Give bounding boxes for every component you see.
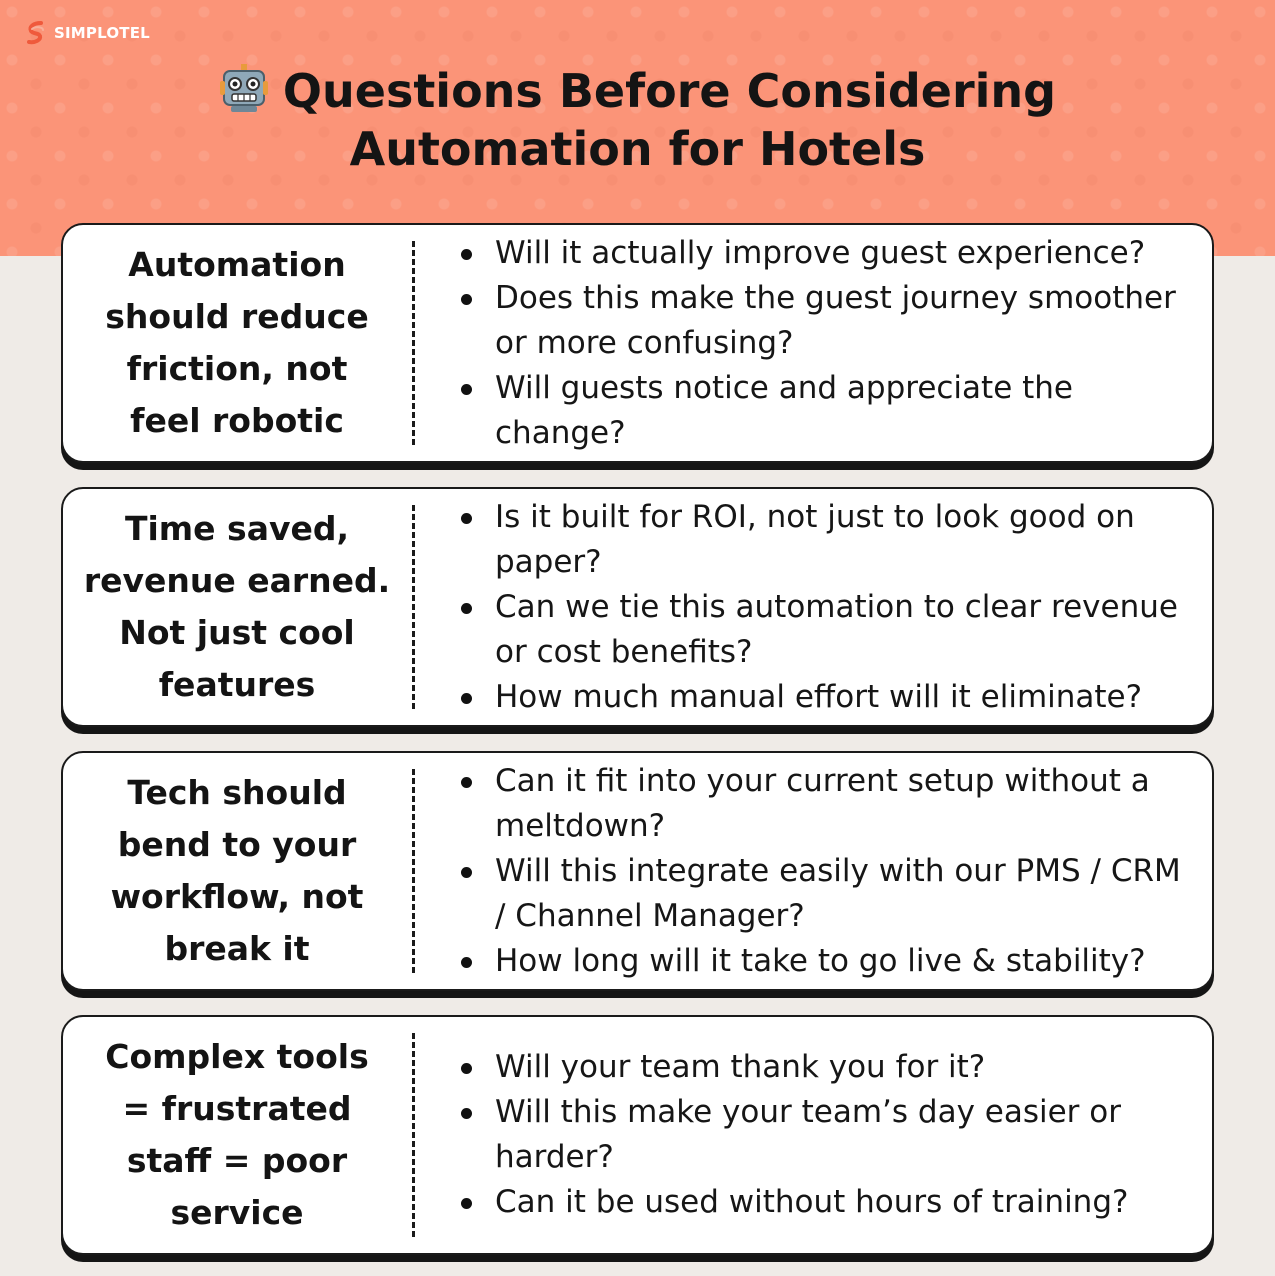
principle-line: Complex tools bbox=[105, 1037, 369, 1076]
principle-line: friction, not bbox=[126, 349, 348, 388]
card-principle bbox=[77, 225, 397, 461]
principle-line: workflow, not bbox=[110, 877, 364, 916]
principle-line: Time saved, bbox=[124, 509, 350, 548]
header-banner bbox=[0, 0, 1275, 256]
question-item: Does this make the guest journey smoother or more confusing? bbox=[453, 276, 1192, 366]
principle-line: should reduce bbox=[105, 297, 369, 336]
card-questions bbox=[453, 753, 1192, 989]
question-item: Is it built for ROI, not just to look good on paper? bbox=[453, 495, 1192, 585]
question-item: Will your team thank you for it? bbox=[453, 1045, 1192, 1090]
question-item: Can we tie this automation to clear revenue or cost benefits? bbox=[453, 585, 1192, 675]
card-principle bbox=[77, 753, 397, 989]
question-card-guest-experience bbox=[61, 223, 1214, 463]
question-item: How long will it take to go live & stability? bbox=[453, 939, 1192, 984]
question-card-team bbox=[61, 1015, 1214, 1255]
principle-line: break it bbox=[164, 929, 310, 968]
simplotel-logo-icon bbox=[24, 20, 48, 46]
card-questions bbox=[453, 225, 1192, 461]
principle-line: service bbox=[170, 1193, 304, 1232]
principle-line: revenue earned. bbox=[83, 561, 391, 600]
principle-line: feel robotic bbox=[130, 401, 344, 440]
question-item: Will this integrate easily with our PMS / CRM / Channel Manager? bbox=[453, 849, 1192, 939]
question-item: Will it actually improve guest experience? bbox=[453, 231, 1192, 276]
dashed-divider bbox=[412, 241, 415, 445]
principle-line: Automation bbox=[128, 245, 346, 284]
question-item: Will this make your team’s day easier or harder? bbox=[453, 1090, 1192, 1180]
principle-line: = frustrated bbox=[122, 1089, 352, 1128]
card-questions bbox=[453, 489, 1192, 725]
principle-line: Tech should bbox=[127, 773, 347, 812]
title-text-line-1: Questions Before Considering bbox=[282, 64, 1057, 118]
principle-line: features bbox=[158, 665, 316, 704]
question-item: Can it be used without hours of training? bbox=[453, 1180, 1192, 1225]
question-item: How much manual effort will it eliminate? bbox=[453, 675, 1192, 720]
brand-logo bbox=[24, 20, 150, 46]
card-principle bbox=[77, 1017, 397, 1253]
page-title bbox=[0, 62, 1275, 178]
title-line-2: Automation for Hotels bbox=[349, 122, 926, 176]
robot-icon bbox=[219, 63, 269, 113]
card-principle bbox=[77, 489, 397, 725]
principle-line: bend to your bbox=[117, 825, 357, 864]
question-card-workflow bbox=[61, 751, 1214, 991]
brand-name: SIMPLOTEL bbox=[54, 24, 150, 42]
card-questions bbox=[453, 1017, 1192, 1253]
question-item: Can it fit into your current setup without a meltdown? bbox=[453, 759, 1192, 849]
dashed-divider bbox=[412, 769, 415, 973]
principle-line: staff = poor bbox=[126, 1141, 348, 1180]
question-item: Will guests notice and appreciate the change? bbox=[453, 366, 1192, 456]
title-line-1 bbox=[0, 62, 1275, 120]
principle-line: Not just cool bbox=[119, 613, 355, 652]
question-card-roi bbox=[61, 487, 1214, 727]
dashed-divider bbox=[412, 505, 415, 709]
dashed-divider bbox=[412, 1033, 415, 1237]
